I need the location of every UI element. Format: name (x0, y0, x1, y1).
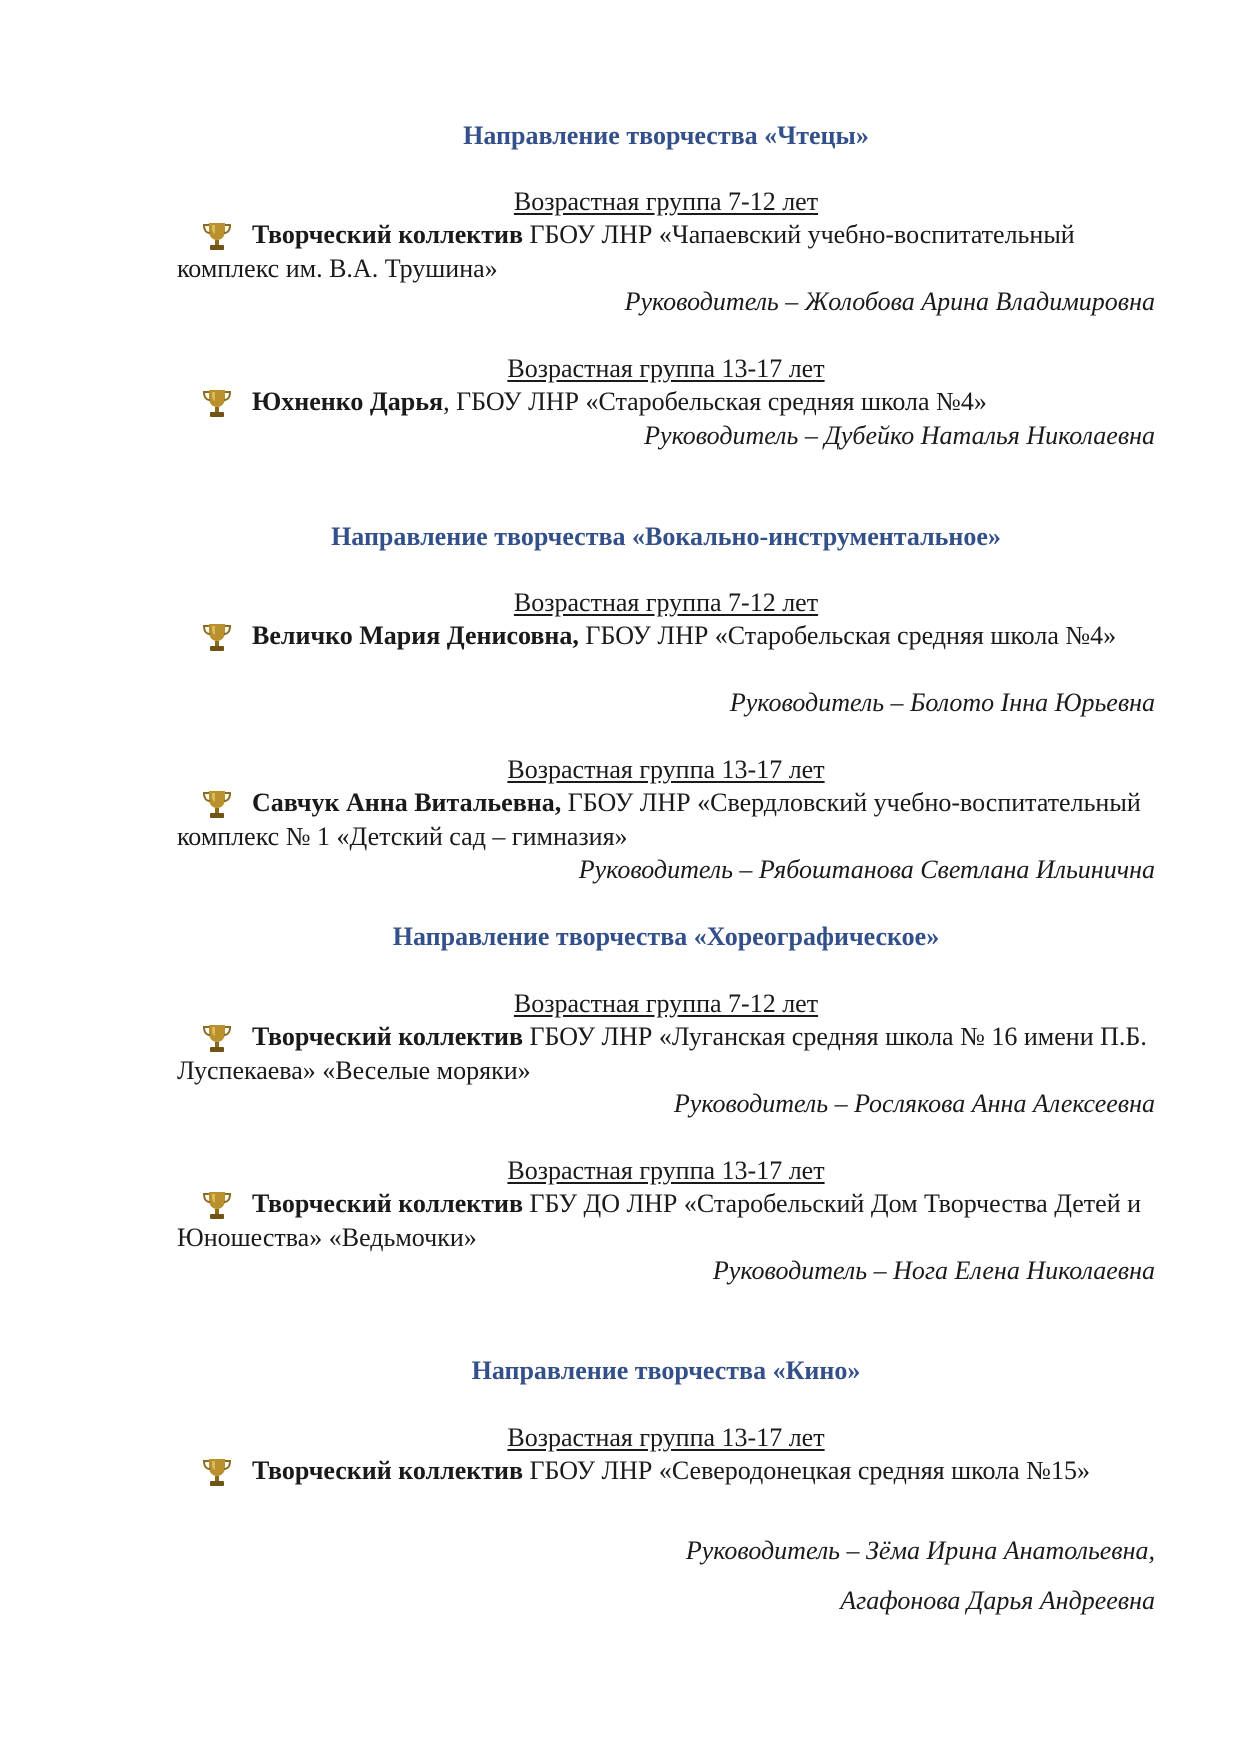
winner-entry (177, 385, 1155, 419)
winner-institution: ГБОУ ЛНР «Луганская средняя школа № 16 имени П.Б. Луспекаева» «Веселые моряки» (177, 1022, 1147, 1085)
age-group-label: Возрастная группа 13-17 лет (507, 354, 825, 383)
leader-line: Руководитель – Дубейко Наталья Николаевна (644, 421, 1155, 450)
winner-name: Творческий коллектив (252, 220, 524, 249)
trophy-icon (202, 1189, 232, 1221)
winner-entry-text (177, 218, 1155, 285)
winner-name: Творческий коллектив (252, 1456, 524, 1485)
trophy-icon (202, 621, 232, 653)
age-group-label: Возрастная группа 13-17 лет (507, 1423, 825, 1452)
age-group-label: Возрастная группа 7-12 лет (513, 989, 819, 1018)
winner-entry (177, 619, 1155, 653)
leader-line: Руководитель – Жолобова Арина Владимировна (624, 287, 1155, 316)
winner-institution: ГБОУ ЛНР «Северодонецкая средняя школа №15» (523, 1456, 1090, 1485)
winner-entry-text (177, 786, 1155, 853)
winner-institution: ГБОУ ЛНР «Старобельская средняя школа №4» (578, 621, 1117, 650)
winner-entry-text (177, 1187, 1155, 1254)
winner-entry-text (177, 619, 1155, 653)
winner-institution: ГБУ ДО ЛНР «Старобельский Дом Творчества Детей и Юношества» «Ведьмочки» (177, 1189, 1142, 1252)
winner-entry-text (177, 385, 1155, 419)
winner-entry (177, 1454, 1155, 1488)
winner-entry (177, 1187, 1155, 1254)
leader-line-continued: Агафонова Дарья Андреевна (840, 1586, 1155, 1615)
winner-entry-text (177, 1454, 1155, 1488)
winner-name: Юхненко Дарья (252, 387, 444, 416)
trophy-icon (202, 1022, 232, 1054)
leader-line: Руководитель – Рослякова Анна Алексеевна (673, 1089, 1155, 1118)
winner-institution: ГБОУ ЛНР «Свердловский учебно-воспитательный комплекс № 1 «Детский сад – гимназия» (177, 788, 1141, 851)
section-heading-choreographic: Направление творчества «Хореографическое» (392, 922, 940, 951)
winner-entry (177, 1020, 1155, 1087)
winner-name: Савчук Анна Витальевна, (252, 788, 562, 817)
winner-entry (177, 218, 1155, 285)
age-group-label: Возрастная группа 7-12 лет (513, 588, 819, 617)
winner-entry (177, 786, 1155, 853)
section-heading-readers: Направление творчества «Чтецы» (463, 121, 869, 150)
winner-name: Творческий коллектив (252, 1189, 524, 1218)
leader-line: Руководитель – Нога Елена Николаевна (712, 1256, 1155, 1285)
age-group-label: Возрастная группа 13-17 лет (507, 755, 825, 784)
winner-institution: , ГБОУ ЛНР «Старобельская средняя школа №4» (443, 387, 987, 416)
section-heading-cinema: Направление творчества «Кино» (471, 1356, 861, 1385)
leader-line: Руководитель – Зёма Ирина Анатольевна, (685, 1536, 1155, 1565)
trophy-icon (202, 1456, 232, 1488)
winner-name: Творческий коллектив (252, 1022, 524, 1051)
trophy-icon (202, 788, 232, 820)
leader-line: Руководитель – Болото Інна Юрьевна (729, 688, 1155, 717)
trophy-icon (202, 387, 232, 419)
section-heading-vocal-instrumental: Направление творчества «Вокально-инструментальное» (331, 522, 1001, 551)
winner-entry-text (177, 1020, 1155, 1087)
leader-line: Руководитель – Рябоштанова Светлана Ильинична (578, 855, 1155, 884)
winner-institution: ГБОУ ЛНР «Чапаевский учебно-воспитательный комплекс им. В.А. Трушина» (177, 220, 1075, 283)
age-group-label: Возрастная группа 7-12 лет (513, 187, 819, 216)
age-group-label: Возрастная группа 13-17 лет (507, 1156, 825, 1185)
winner-name: Величко Мария Денисовна, (252, 621, 579, 650)
trophy-icon (202, 220, 232, 252)
